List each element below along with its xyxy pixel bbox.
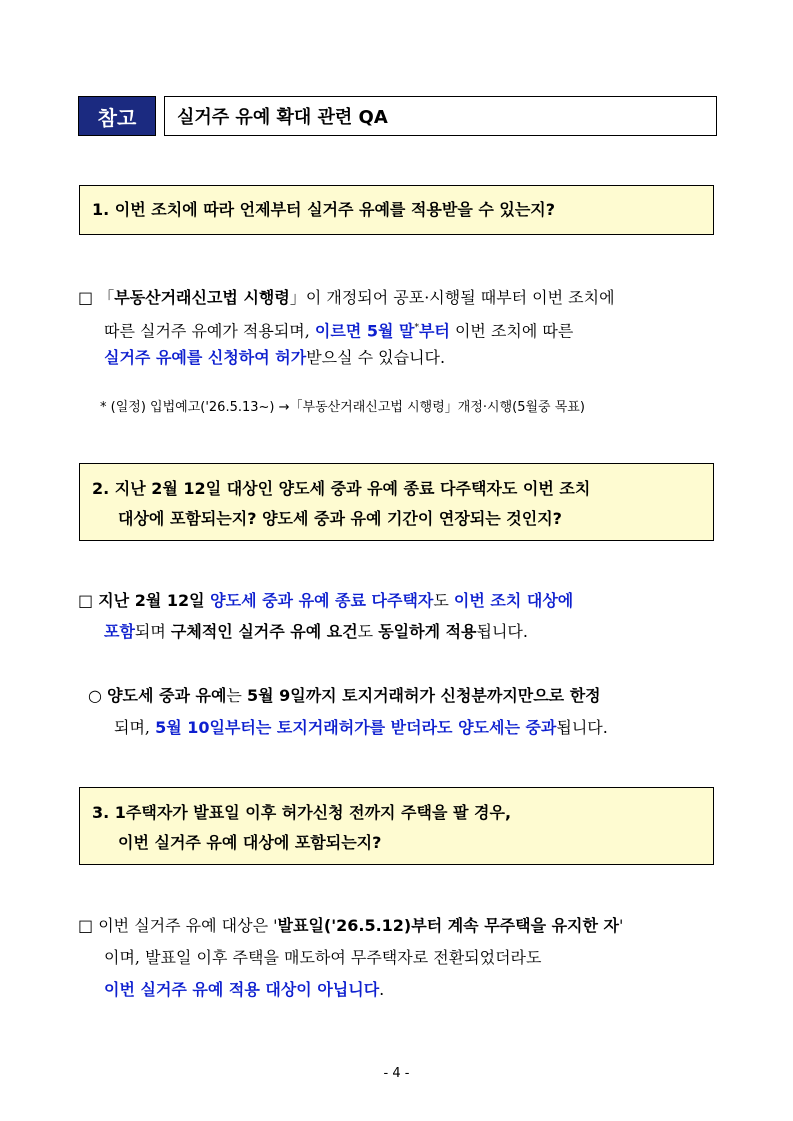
question-box-3 — [79, 787, 714, 865]
text: 도 — [433, 591, 454, 610]
question-3-line-2: 이번 실거주 유예 대상에 포함되는지? — [118, 833, 382, 852]
text: 되며 — [134, 622, 171, 641]
question-box-2 — [79, 463, 714, 541]
text: 도 — [357, 622, 379, 641]
question-box-1 — [79, 185, 714, 235]
footnote-mark: * — [414, 323, 419, 333]
highlight-included: 포함 — [104, 622, 135, 641]
highlight-target: 양도세 중과 유예 종료 다주택자 — [210, 591, 434, 610]
answer-2-line-2 — [104, 620, 528, 644]
text: 됩니다. — [476, 622, 528, 641]
text: 「 — [98, 288, 115, 307]
bold-condition: 발표일('26.5.12)부터 계속 무주택을 유지한 자 — [277, 916, 619, 935]
bullet-circle: ○ — [88, 686, 102, 705]
answer-2-line-1 — [78, 589, 573, 613]
text: 되며, — [114, 718, 156, 737]
text: 이번 실거주 유예 대상은 ' — [98, 916, 278, 935]
question-2-line-1: 2. 지난 2월 12일 대상인 양도세 중과 유예 종료 다주택자도 이번 조치 — [92, 479, 591, 498]
section-title-text: 실거주 유예 확대 관련 QA — [177, 107, 388, 128]
answer-2-sub-line-1 — [88, 684, 601, 708]
answer-3-line-2: 이며, 발표일 이후 주택을 매도하여 무주택자로 전환되었더라도 — [104, 948, 542, 967]
answer-1-line-3 — [104, 346, 445, 370]
text: 됩니다. — [556, 718, 608, 737]
question-1-text: 1. 이번 조치에 따라 언제부터 실거주 유예를 적용받을 수 있는지? — [92, 200, 556, 219]
text: . — [379, 980, 385, 999]
answer-1-line-1 — [78, 286, 615, 310]
bold-tax: 양도세 중과 유예 — [107, 686, 227, 705]
question-2-line-2: 대상에 포함되는지? 양도세 중과 유예 기간이 연장되는 것인지? — [118, 509, 562, 528]
footnote: * (일정) 입법예고('26.5.13~) →「부동산거래신고법 시행령」개정·시행(5월중 목표) — [100, 400, 585, 415]
bold-apply: 동일하게 적용 — [378, 622, 477, 641]
text: 따른 실거주 유예가 적용되며, — [104, 321, 315, 341]
highlight-date: 이르면 5월 말 — [314, 321, 415, 341]
bullet-square: □ — [78, 916, 94, 935]
page-number: - 4 - — [383, 1066, 410, 1081]
bold-requirement: 구체적인 실거주 유예 요건 — [170, 622, 358, 641]
text: 받으실 수 있습니다. — [306, 348, 446, 367]
answer-3-line-1 — [78, 914, 623, 938]
text: 이번 조치에 따른 — [449, 321, 574, 341]
answer-2-sub-line-2 — [114, 716, 608, 740]
highlight-apply: 실거주 유예를 신청하여 허가 — [104, 348, 307, 367]
question-3-line-1: 3. 1주택자가 발표일 이후 허가신청 전까지 주택을 팔 경우, — [92, 803, 512, 822]
law-name: 부동산거래신고법 시행령 — [114, 288, 290, 307]
highlight-scope: 이번 조치 대상에 — [453, 591, 574, 610]
bold-limit: 5월 9일까지 토지거래허가 신청분까지만으로 한정 — [246, 686, 601, 705]
highlight-from: 부터 — [418, 321, 450, 341]
highlight-heavy-tax: 5월 10일부터는 토지거래허가를 받더라도 양도세는 중과 — [155, 718, 557, 737]
section-tag: 참고 — [78, 96, 156, 136]
text: 는 — [226, 686, 247, 705]
answer-3-line-3 — [104, 978, 384, 1002]
highlight-not-applicable: 이번 실거주 유예 적용 대상이 아닙니다 — [104, 980, 380, 999]
section-title — [164, 96, 717, 136]
text: 」이 개정되어 공포·시행될 때부터 이번 조치에 — [289, 288, 615, 307]
text: ' — [619, 916, 624, 935]
bullet-square: □ — [78, 288, 94, 307]
answer-1-line-2 — [104, 316, 573, 343]
bullet-square: □ — [78, 591, 94, 610]
text: 지난 2월 12일 — [98, 591, 211, 610]
